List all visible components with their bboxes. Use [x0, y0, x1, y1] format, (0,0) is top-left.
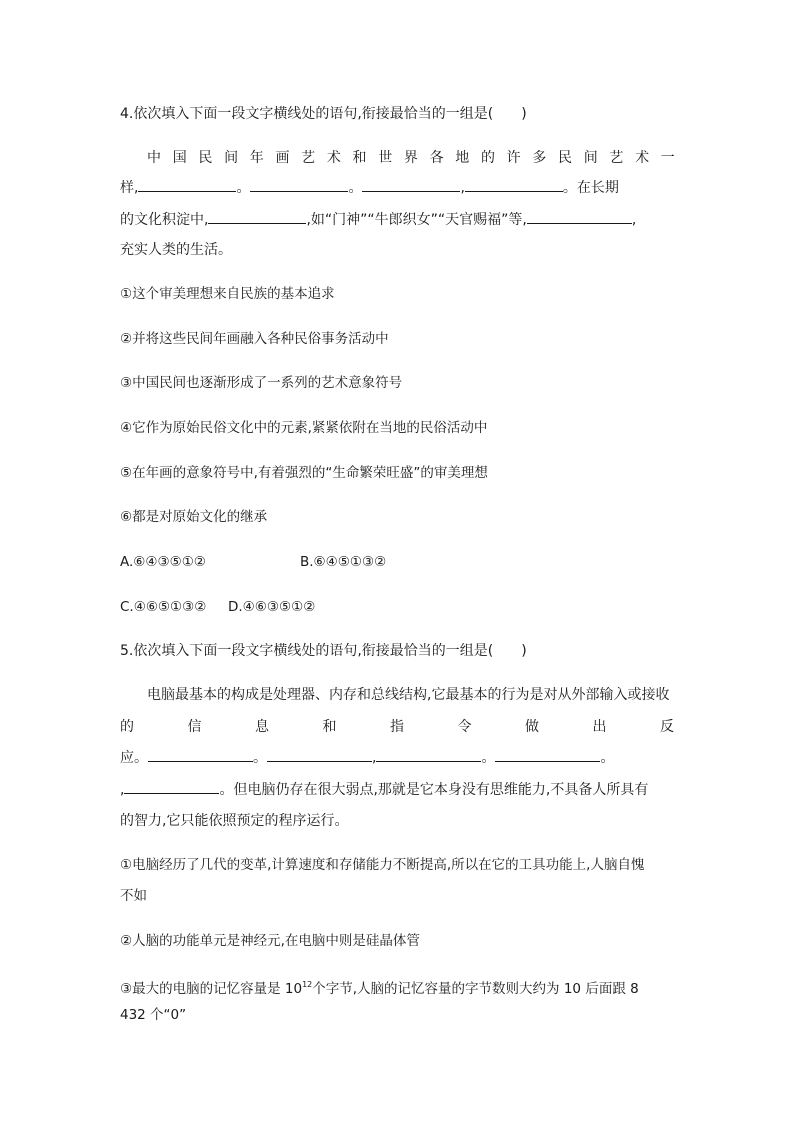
q4-option-b[interactable]: B.⑥④⑤①③②	[300, 554, 387, 570]
answer-blank[interactable]	[148, 748, 253, 762]
answer-blank[interactable]	[376, 748, 481, 762]
passage-text: 样,	[120, 180, 139, 196]
passage-char: 出	[592, 719, 607, 735]
passage-char: 各	[429, 150, 444, 166]
q4-option-a[interactable]: A.⑥④③⑤①②	[120, 554, 206, 570]
q4-item-4: ④它作为原始民俗文化中的元素,紧紧依附在当地的民俗活动中	[120, 420, 488, 436]
passage-char: 的	[480, 150, 495, 166]
passage-char: 一	[660, 150, 675, 166]
passage-char: 界	[403, 150, 418, 166]
passage-char: 多	[532, 150, 547, 166]
passage-char: 艺	[609, 150, 624, 166]
q4-option-d[interactable]: D.④⑥③⑤①②	[228, 599, 316, 615]
passage-char: 民	[558, 150, 572, 166]
passage-char: 息	[255, 719, 269, 735]
passage-char: 术	[635, 150, 650, 166]
passage-text: ,如“门神”“牛郎织女”“天官赐福”等,	[306, 212, 527, 228]
passage-char: 世	[378, 150, 393, 166]
punct: ,	[120, 782, 125, 798]
q5-passage-line4	[120, 780, 648, 800]
q4-item-2: ②并将这些民间年画融入各种民俗事务活动中	[120, 331, 389, 347]
passage-char: 指	[390, 719, 404, 735]
passage-char: 中	[147, 150, 161, 166]
answer-blank[interactable]	[527, 210, 632, 224]
answer-blank[interactable]	[267, 748, 372, 762]
q4-item-3: ③中国民间也逐渐形成了一系列的艺术意象符号	[120, 375, 403, 391]
q5-item-2: ②人脑的功能单元是神经元,在电脑中则是硅晶体管	[120, 933, 420, 949]
passage-char: 民	[198, 150, 213, 166]
q5-stem: 5.依次填入下面一段文字横线处的语句,衔接最恰当的一组是( )	[120, 643, 527, 659]
answer-blank[interactable]	[208, 210, 306, 224]
q4-passage-line2	[120, 178, 619, 198]
passage-char: 地	[455, 150, 470, 166]
passage-text: 的文化积淀中,	[120, 212, 209, 228]
passage-char: 和	[352, 150, 367, 166]
q5-item-1: ①电脑经历了几代的变革,计算速度和存储能力不断提高,所以在它的工具功能上,人脑自愧	[120, 857, 645, 873]
q5-item-1-cont: 不如	[120, 888, 147, 904]
q5-passage-line2	[120, 717, 674, 737]
passage-text: 。在长期	[562, 180, 619, 196]
answer-blank[interactable]	[138, 178, 236, 192]
q5-passage-line1: 电脑最基本的构成是处理器、内存和总线结构,它最基本的行为是对从外部输入或接收	[147, 687, 670, 703]
passage-char: 国	[172, 150, 187, 166]
answer-blank[interactable]	[124, 780, 219, 794]
passage-char: 令	[457, 719, 472, 735]
q4-item-1: ①这个审美理想来自民族的基本追求	[120, 286, 335, 302]
q4-item-6: ⑥都是对原始文化的继承	[120, 509, 268, 525]
item-text: ③最大的电脑的记忆容量是 10	[120, 981, 303, 997]
passage-char: 反	[660, 719, 674, 735]
answer-blank[interactable]	[495, 748, 600, 762]
answer-blank[interactable]	[250, 178, 348, 192]
superscript: 12	[302, 980, 313, 989]
punct: 。	[236, 180, 251, 196]
q4-item-5: ⑤在年画的意象符号中,有着强烈的“生命繁荣旺盛”的审美理想	[120, 465, 488, 481]
passage-char: 的	[120, 719, 134, 735]
q5-passage-line3	[120, 748, 614, 768]
q4-stem: 4.依次填入下面一段文字横线处的语句,衔接最恰当的一组是( )	[120, 106, 527, 122]
passage-char: 间	[224, 150, 239, 166]
punct: ,	[460, 180, 465, 196]
punct: 。	[600, 750, 615, 766]
passage-char: 做	[525, 719, 539, 735]
answer-blank[interactable]	[362, 178, 460, 192]
passage-char: 艺	[301, 150, 316, 166]
q4-passage-line4: 充实人类的生活。	[120, 242, 232, 258]
punct: ,	[631, 212, 637, 228]
answer-blank[interactable]	[465, 178, 563, 192]
passage-char: 间	[583, 150, 598, 166]
q4-option-c[interactable]: C.④⑥⑤①③②	[120, 599, 207, 615]
punct: 。	[253, 750, 267, 766]
q5-item-3	[120, 975, 639, 999]
item-text: 个字节,人脑的记忆容量的字节数则大约为 10 后面跟 8	[312, 981, 639, 997]
q4-passage-line3	[120, 210, 636, 230]
passage-char: 画	[275, 150, 290, 166]
passage-char: 信	[187, 719, 202, 735]
passage-char: 年	[249, 150, 264, 166]
punct: ,	[372, 750, 377, 766]
q5-item-3-cont: 432 个“0”	[120, 1007, 187, 1023]
q5-passage-line5: 的智力,它只能依照预定的程序运行。	[120, 813, 349, 829]
passage-text: 应。	[120, 750, 148, 766]
passage-char: 术	[326, 150, 341, 166]
passage-char: 和	[322, 719, 337, 735]
q4-passage-line1	[147, 148, 675, 168]
passage-text: 。但电脑仍存在很大弱点,那就是它本身没有思维能力,不具备人所具有	[219, 782, 649, 798]
punct: 。	[348, 180, 363, 196]
passage-char: 许	[506, 150, 521, 166]
punct: 。	[481, 750, 496, 766]
